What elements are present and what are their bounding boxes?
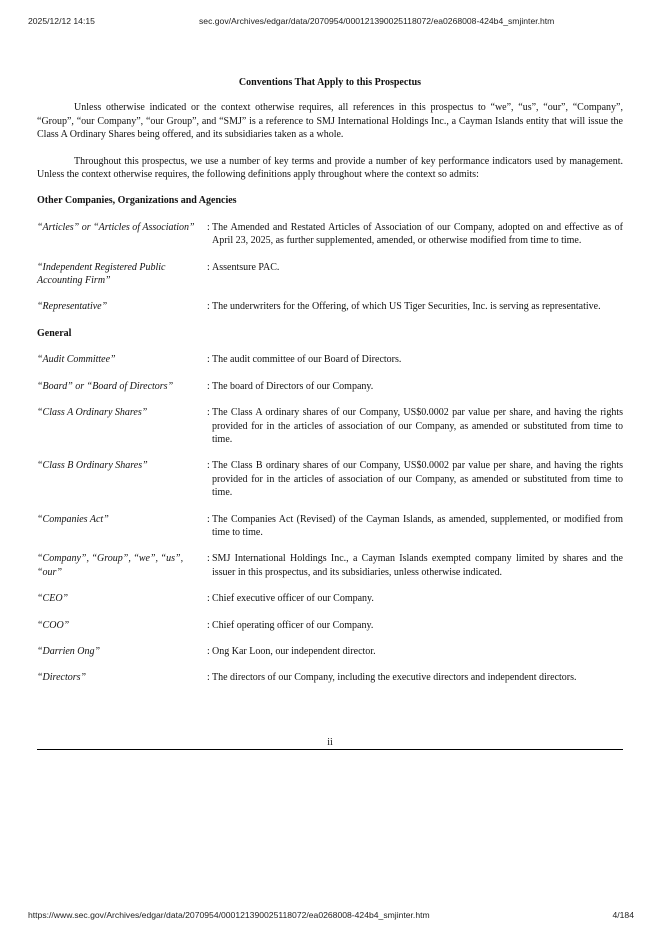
print-datetime: 2025/12/12 14:15 — [28, 16, 95, 26]
definition-text: Chief executive officer of our Company. — [212, 593, 374, 605]
definitions-table-other — [37, 221, 623, 314]
definition-text: The Companies Act (Revised) of the Cayman Islands, as amended, supplemented, or modified from time to time. — [212, 513, 623, 538]
intro-paragraph-1: Unless otherwise indicated or the context otherwise requires, all references in this prospectus to “we”, “us”, “our”, “Company”, “Group”, “our Company”, “our Group”, and “SMJ” is a reference to SMJ International Holdings Inc., a Cayman Islands entity that will issue the Class A Ordinary Shares being offered, and its subsidiaries taken as a whole. — [37, 102, 623, 141]
definition-text: The Amended and Restated Articles of Association of our Company, adopted on and effective as of April 23, 2025, as further supplemented, amended, or otherwise modified from time to time. — [212, 221, 623, 247]
definition-text: SMJ International Holdings Inc., a Cayman Islands exempted company limited by shares and the issuer in this prospectus, and its subsidiaries, unless otherwise indicated. — [212, 553, 623, 578]
print-page-count: 4/184 — [612, 910, 634, 920]
definition-text: The underwriters for the Offering, of which US Tiger Securities, Inc. is serving as representative. — [212, 301, 601, 313]
definition-row — [37, 592, 623, 605]
print-footer-url: https://www.sec.gov/Archives/edgar/data/2070954/000121390025118072/ea0268008-424b4_smjinter.htm — [28, 910, 430, 920]
definition-term: “Darrien Ong” — [37, 645, 101, 657]
definition-colon: : — [207, 460, 210, 472]
definition-colon: : — [207, 645, 210, 657]
definition-row — [37, 513, 623, 540]
definition-row — [37, 300, 623, 313]
definition-text: Assentsure PAC. — [212, 261, 280, 273]
section-heading-other: Other Companies, Organizations and Agencies — [37, 195, 237, 207]
definition-row — [37, 459, 623, 499]
definition-text: Chief operating officer of our Company. — [212, 619, 374, 631]
definition-term: “CEO” — [37, 593, 69, 605]
definition-row — [37, 671, 623, 684]
definition-term: “COO” — [37, 619, 70, 631]
definition-colon: : — [207, 407, 210, 419]
page-divider — [37, 749, 623, 750]
definition-row — [37, 261, 623, 288]
definition-row — [37, 353, 623, 366]
definitions-table-general — [37, 353, 623, 685]
definition-text: The Class A ordinary shares of our Company, US$0.0002 par value per share, and having the rights provided for in the articles of association of our Company, as amended or substituted from time to time. — [212, 407, 623, 445]
definition-term: “Class B Ordinary Shares” — [37, 460, 148, 472]
definition-term: “Audit Committee” — [37, 354, 116, 366]
definition-row — [37, 406, 623, 446]
page-number: ii — [327, 737, 333, 748]
browser-print-header — [28, 16, 634, 28]
browser-print-footer — [28, 910, 634, 922]
definition-colon: : — [207, 354, 210, 366]
intro-paragraph-2: Throughout this prospectus, we use a number of key terms and provide a number of key performance indicators used by management. Unless the context otherwise requires, the following definitions apply throughout where the context so admits: — [37, 155, 623, 181]
definition-term: “Representative” — [37, 301, 108, 313]
definition-text: Ong Kar Loon, our independent director. — [212, 645, 376, 657]
print-header-url: sec.gov/Archives/edgar/data/2070954/000121390025118072/ea0268008-424b4_smjinter.htm — [199, 16, 555, 26]
definition-colon: : — [207, 672, 210, 684]
definition-colon: : — [207, 553, 210, 565]
definition-term: “Board” or “Board of Directors” — [37, 380, 174, 392]
definition-term: “Companies Act” — [37, 513, 109, 525]
definition-colon: : — [207, 221, 210, 233]
definition-row — [37, 645, 623, 658]
definition-term: “Company”, “Group”, “we”, “us”, “our” — [37, 553, 184, 578]
definition-term: “Articles” or “Articles of Association” — [37, 221, 195, 233]
definition-text: The audit committee of our Board of Directors. — [212, 354, 402, 366]
definition-term: “Independent Registered Public Accounting Firm” — [37, 261, 166, 287]
definition-text: The board of Directors of our Company. — [212, 380, 374, 392]
section-heading-general: General — [37, 327, 72, 339]
definition-text: The directors of our Company, including the executive directors and independent directors. — [212, 672, 577, 684]
definition-term: “Directors” — [37, 672, 87, 684]
definition-colon: : — [207, 619, 210, 631]
definition-colon: : — [207, 261, 210, 273]
document-body — [37, 76, 623, 698]
page-title: Conventions That Apply to this Prospectus — [238, 77, 422, 88]
definition-colon: : — [207, 380, 210, 392]
definition-text: The Class B ordinary shares of our Company, US$0.0002 par value per share, and having the rights provided for in the articles of association of our Company, as amended or substituted from time to time. — [212, 460, 623, 499]
definition-row — [37, 552, 623, 579]
definition-colon: : — [207, 513, 210, 525]
definition-colon: : — [207, 301, 210, 313]
definition-row — [37, 221, 623, 248]
definition-row — [37, 619, 623, 632]
definition-term: “Class A Ordinary Shares” — [37, 407, 148, 419]
definition-row — [37, 380, 623, 393]
definition-colon: : — [207, 593, 210, 605]
